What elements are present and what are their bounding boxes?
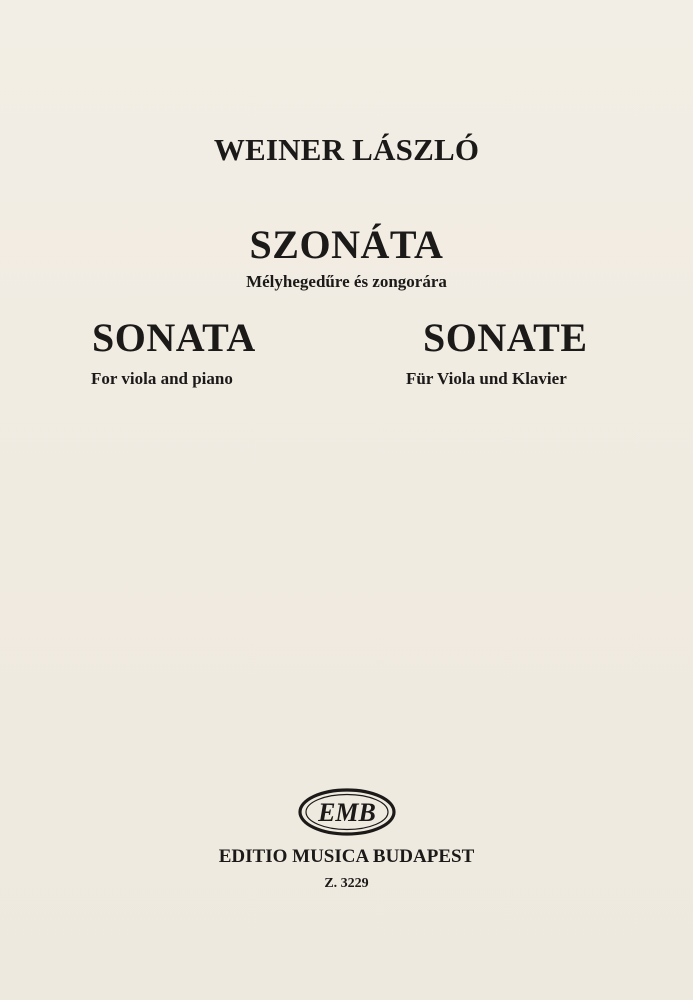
logo-text: EMB: [318, 798, 376, 827]
publisher-name: EDITIO MUSICA BUDAPEST: [218, 846, 475, 867]
subtitle-english: For viola and piano: [91, 369, 233, 388]
catalog-number: Z. 3229: [324, 876, 369, 891]
subtitle-german: Für Viola und Klavier: [406, 369, 567, 388]
subtitle-hungarian: Mélyhegedűre és zongorára: [246, 272, 447, 291]
title-german: SONATE: [423, 315, 588, 360]
composer-name: WEINER LÁSZLÓ: [213, 132, 480, 167]
title-english: SONATA: [92, 315, 256, 360]
title-hungarian: SZONÁTA: [249, 222, 444, 267]
emb-logo: [297, 787, 397, 837]
